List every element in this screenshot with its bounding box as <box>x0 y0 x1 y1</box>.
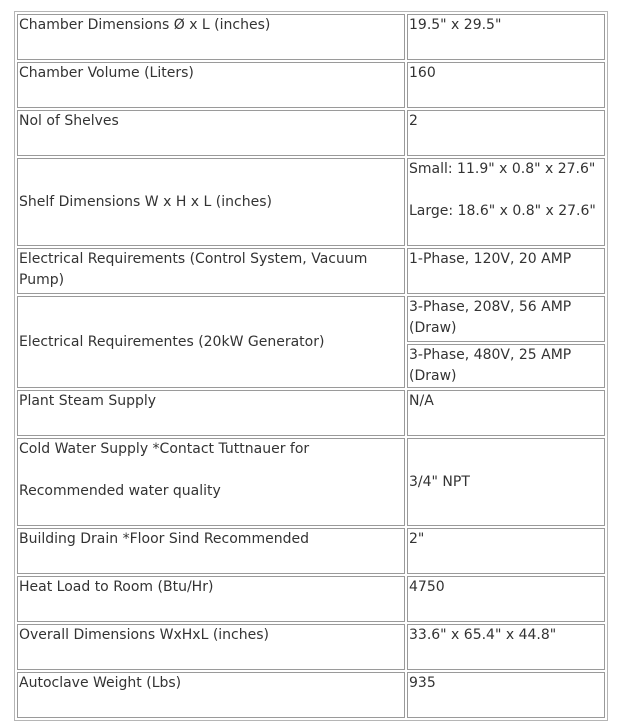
spec-table <box>14 11 608 721</box>
row-label <box>17 438 405 526</box>
row-label: Chamber Volume (Liters) <box>17 62 405 108</box>
row-label-line: Cold Water Supply *Contact Tuttnauer for <box>19 441 310 457</box>
table-row <box>17 672 605 718</box>
table-row <box>17 624 605 670</box>
row-value: 1-Phase, 120V, 20 AMP <box>407 248 605 294</box>
table-row <box>17 110 605 156</box>
spacer <box>19 460 403 481</box>
shelf-small-value: Small: 11.9" x 0.8" x 27.6" <box>409 161 596 177</box>
row-label-line: Recommended water quality <box>19 483 221 499</box>
table-row <box>17 296 605 342</box>
row-label: Plant Steam Supply <box>17 390 405 436</box>
table-row <box>17 390 605 436</box>
shelf-large-value: Large: 18.6" x 0.8" x 27.6" <box>409 203 596 219</box>
row-label: Chamber Dimensions Ø x L (inches) <box>17 14 405 60</box>
row-label: Heat Load to Room (Btu/Hr) <box>17 576 405 622</box>
row-label: Electrical Requirements (Control System, Vacuum Pump) <box>17 248 405 294</box>
row-value: N/A <box>407 390 605 436</box>
row-value: 19.5" x 29.5" <box>407 14 605 60</box>
row-label: Nol of Shelves <box>17 110 405 156</box>
table-row <box>17 158 605 246</box>
table-row <box>17 62 605 108</box>
row-label: Building Drain *Floor Sind Recommended <box>17 528 405 574</box>
row-value: 2" <box>407 528 605 574</box>
row-label: Autoclave Weight (Lbs) <box>17 672 405 718</box>
row-value: 3-Phase, 480V, 25 AMP (Draw) <box>407 344 605 388</box>
row-value: 4750 <box>407 576 605 622</box>
row-label: Overall Dimensions WxHxL (inches) <box>17 624 405 670</box>
row-value: 3-Phase, 208V, 56 AMP (Draw) <box>407 296 605 342</box>
table-row <box>17 528 605 574</box>
table-row <box>17 438 605 526</box>
table-row <box>17 14 605 60</box>
clipped-footer <box>14 703 608 708</box>
row-label: Shelf Dimensions W x H x L (inches) <box>17 158 405 246</box>
table-row <box>17 576 605 622</box>
row-value: 33.6" x 65.4" x 44.8" <box>407 624 605 670</box>
row-value: 160 <box>407 62 605 108</box>
row-label: Electrical Requirementes (20kW Generator) <box>17 296 405 388</box>
row-value: 3/4" NPT <box>407 438 605 526</box>
row-value: 935 <box>407 672 605 718</box>
row-value <box>407 158 605 246</box>
row-value: 2 <box>407 110 605 156</box>
spacer <box>409 180 603 201</box>
table-row <box>17 248 605 294</box>
